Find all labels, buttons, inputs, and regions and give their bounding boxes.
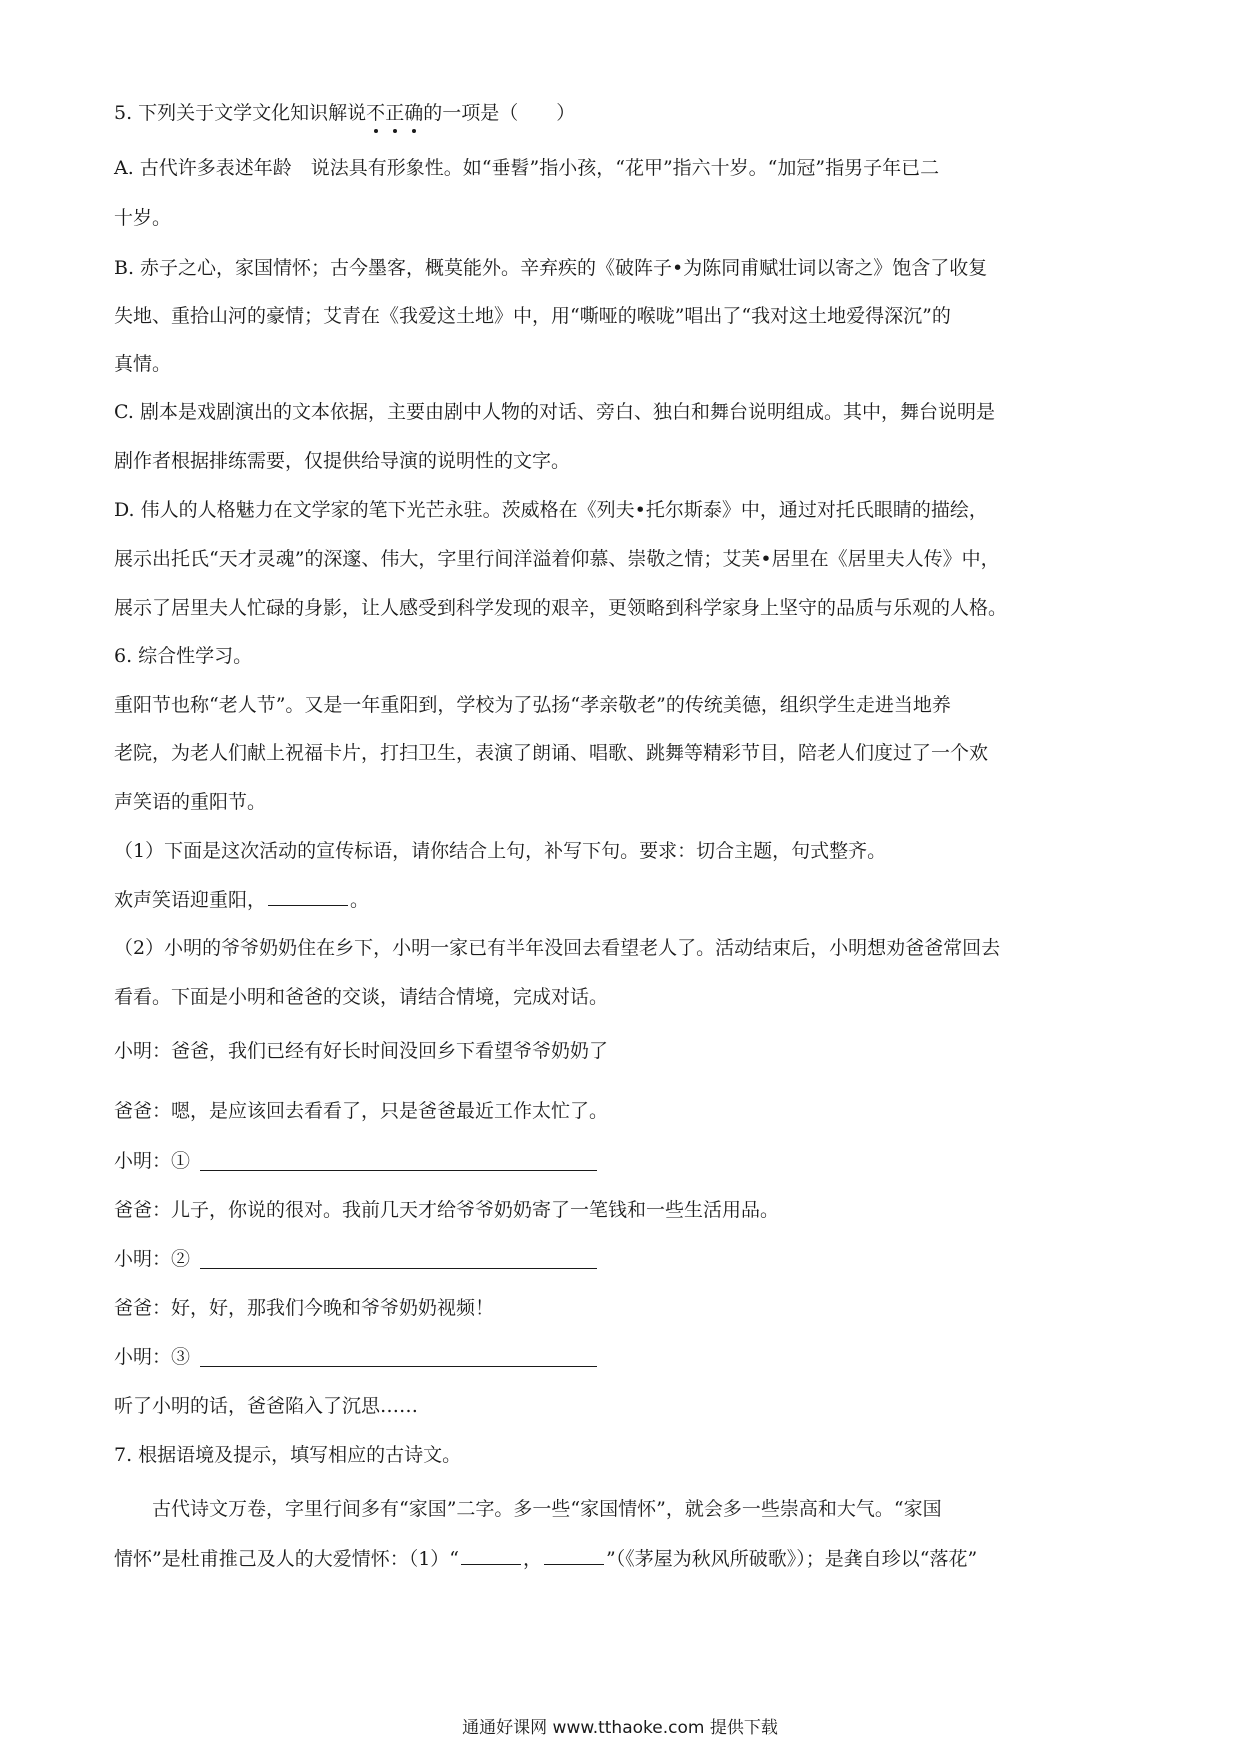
footer-source: 通通好课网 www.tthaoke.com 提供下载	[462, 1718, 778, 1738]
q6-title: 6. 综合性学习。	[114, 645, 253, 667]
q6-part2-line2: 看看。下面是小明和爸爸的交谈，请结合情境，完成对话。	[114, 986, 609, 1008]
dialog-answer3-blank[interactable]	[200, 1366, 597, 1367]
poem-blank-1[interactable]	[461, 1546, 521, 1565]
dialog-ming-answer2-label: 小明：②	[114, 1248, 191, 1270]
q7-line2-part2: ”（《茅屋为秋风所破歌》）；是龚自珍以“落花”	[606, 1548, 978, 1570]
q5-option-a-line1: A. 古代许多表述年龄 说法具有形象性。如“垂髫”指小孩，“花甲”指六十岁。“加冠”指男子年已二	[114, 157, 940, 179]
q5-option-b-line2: 失地、重拾山河的豪情；艾青在《我爱这土地》中，用“嘶哑的喉咙”唱出了“我对这土地爱得深沉”的	[114, 305, 951, 327]
q6-intro-line2: 老院，为老人们献上祝福卡片，打扫卫生，表演了朗诵、唱歌、跳舞等精彩节目，陪老人们度过了一个欢	[114, 742, 989, 764]
dialog-answer2-blank[interactable]	[200, 1268, 597, 1269]
q7-title: 7. 根据语境及提示，填写相应的古诗文。	[114, 1444, 462, 1466]
slogan-prefix: 欢声笑语迎重阳，	[114, 889, 267, 911]
slogan-suffix: 。	[350, 889, 370, 911]
dialog-ming-line1: 小明：爸爸，我们已经有好长时间没回乡下看望爷爷奶奶了	[114, 1040, 609, 1062]
dialog-dad-line1: 爸爸：嗯，是应该回去看看了，只是爸爸最近工作太忙了。	[114, 1100, 609, 1122]
dialog-dad-line2: 爸爸：儿子，你说的很对。我前几天才给爷爷奶奶寄了一笔钱和一些生活用品。	[114, 1199, 780, 1221]
q7-passage-line1: 古代诗文万卷，字里行间多有“家国”二字。多一些“家国情怀”，就会多一些崇高和大气。“家国	[114, 1498, 942, 1520]
q6-intro-line1: 重阳节也称“老人节”。又是一年重阳到，学校为了弘扬“孝亲敬老”的传统美德，组织学生走进当地养	[114, 694, 951, 716]
dialog-ending: 听了小明的话，爸爸陷入了沉思……	[114, 1395, 419, 1417]
q7-passage-line2	[114, 1546, 1134, 1572]
emphasis-dot-char: 确	[404, 102, 424, 124]
slogan-answer-blank[interactable]	[268, 887, 348, 906]
q5-option-b-line1: B. 赤子之心，家国情怀；古今墨客，概莫能外。辛弃疾的《破阵子•为陈同甫赋壮词以寄之》饱含了收复	[114, 257, 988, 279]
dialog-ming-answer3-label: 小明：③	[114, 1346, 191, 1368]
poem-blank-2[interactable]	[544, 1546, 604, 1565]
q5-option-d-line2: 展示出托氏“天才灵魂”的深邃、伟大，字里行间洋溢着仰慕、崇敬之情；艾芙•居里在《居里夫人传》中，	[114, 548, 1000, 570]
q6-part2-line1: （2）小明的爷爷奶奶住在乡下，小明一家已有半年没回去看望老人了。活动结束后，小明想劝爸爸常回去	[114, 937, 1001, 959]
q5-option-c-line2: 剧作者根据排练需要，仅提供给导演的说明性的文字。	[114, 450, 571, 472]
dialog-ming-answer1-label: 小明：①	[114, 1150, 191, 1172]
q5-option-c-line1: C. 剧本是戏剧演出的文本依据，主要由剧中人物的对话、旁白、独白和舞台说明组成。其中，舞台说明是	[114, 401, 995, 423]
q5-option-d-line1: D. 伟人的人格魅力在文学家的笔下光芒永驻。茨威格在《列夫•托尔斯泰》中，通过对托氏眼睛的描绘，	[114, 499, 988, 521]
q6-part1-prompt: （1）下面是这次活动的宣传标语，请你结合上句，补写下句。要求：切合主题，句式整齐。	[114, 840, 887, 862]
q5-title-part1: 5. 下列关于文学文化知识解说	[114, 102, 367, 124]
q5-option-b-line3: 真情。	[114, 353, 172, 375]
q6-intro-line3: 声笑语的重阳节。	[114, 791, 267, 813]
emphasis-dot-char: 不	[366, 102, 386, 124]
q7-line2-comma: ，	[523, 1548, 543, 1570]
q6-slogan-line	[114, 887, 1134, 913]
q7-line2-part1: 情怀”是杜甫推己及人的大爱情怀：（1）“	[114, 1548, 460, 1570]
q5-title-part2: 的一项是（ ）	[423, 102, 576, 124]
q5-option-a-line2: 十岁。	[114, 207, 172, 229]
dialog-dad-line3: 爸爸：好，好，那我们今晚和爷爷奶奶视频！	[114, 1297, 495, 1319]
q5-option-d-line3: 展示了居里夫人忙碌的身影，让人感受到科学发现的艰辛，更领略到科学家身上坚守的品质与乐观的人格。	[114, 597, 1008, 619]
dialog-answer1-blank[interactable]	[200, 1170, 597, 1171]
q5-title	[114, 100, 1134, 126]
emphasis-dot-char: 正	[385, 102, 405, 124]
